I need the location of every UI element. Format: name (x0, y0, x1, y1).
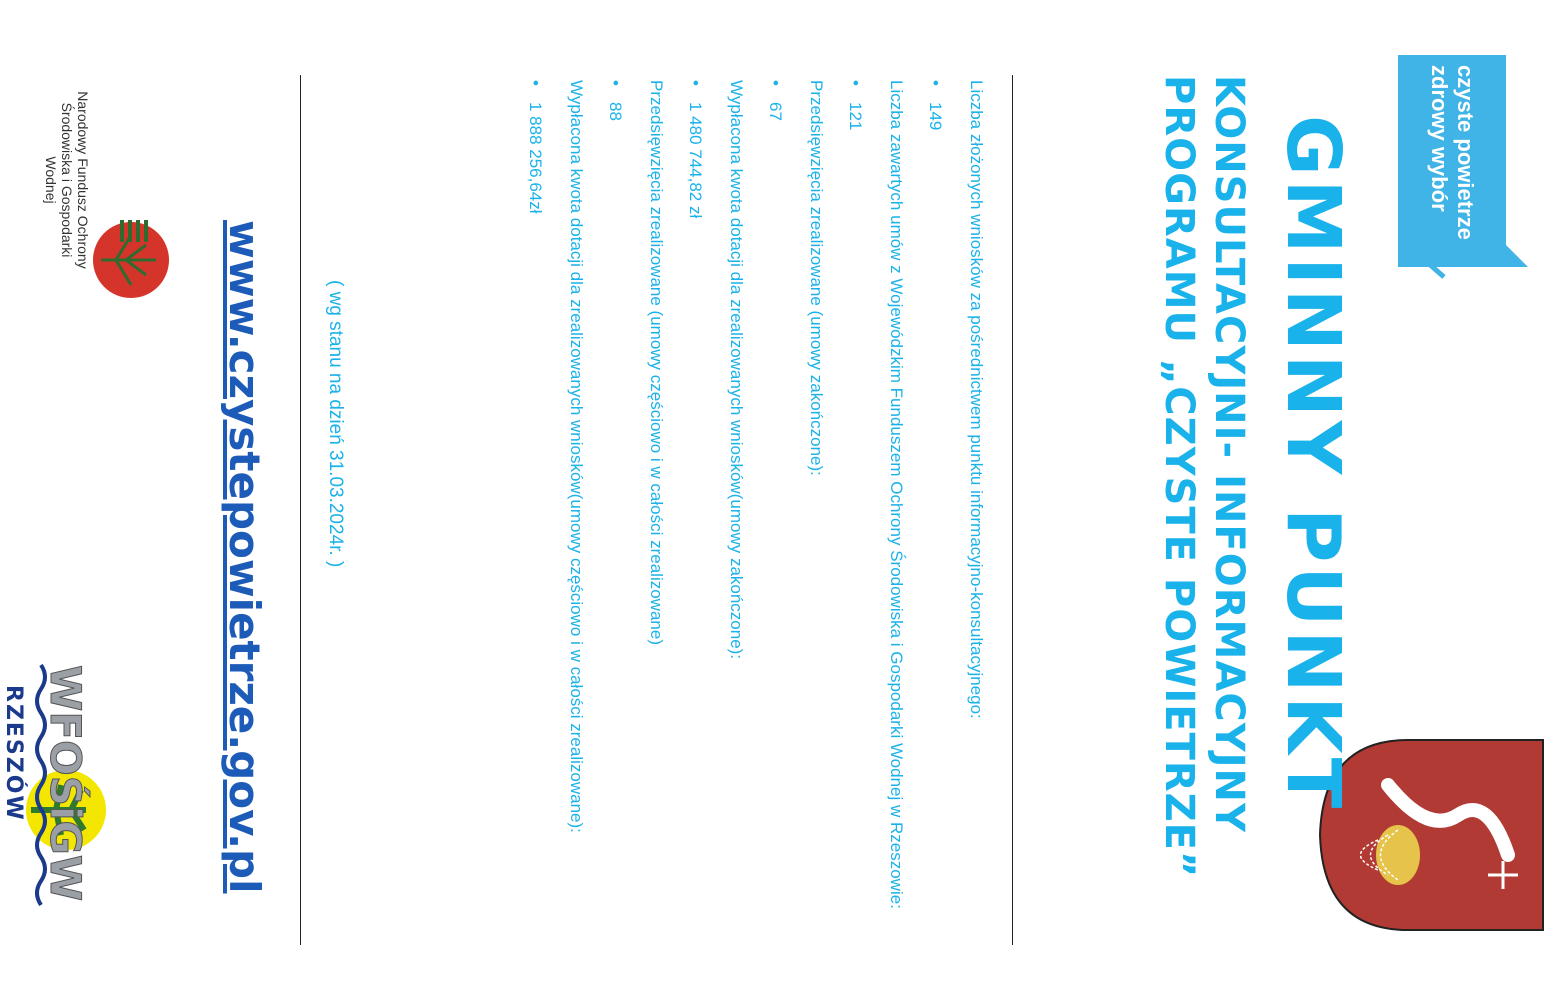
divider-top (1012, 75, 1013, 945)
wfos-tree-icon (26, 660, 106, 930)
subtitle-line-2: PROGRAMU „CZYSTE POWIETRZE” (1156, 75, 1202, 879)
logo-line1: czyste powietrze (1453, 65, 1478, 240)
website-link[interactable]: www.czystepowietrze.gov.pl (220, 220, 269, 894)
wfos-city: RZESZÓW (1, 685, 26, 822)
stat-label-paid-partial: Wypłacona kwota dotacji dla zrealizowanych wniosków(umowy częściowo i w całości zrealizowane): (567, 80, 586, 833)
czyste-powietrze-logo (1386, 55, 1546, 295)
stat-label-partial: Przedsięwzięcia zrealizowane (umowy częściowo i w całości zrealizowane) (647, 80, 666, 645)
page-title: GMINNY PUNKT (1270, 115, 1356, 813)
logo-line2: zdrowy wybór (1427, 65, 1452, 212)
stat-value-applications: • 149 (924, 80, 947, 948)
subtitle-line-1: KONSULTACYJNI- INFORMACYJNY (1206, 75, 1252, 833)
house-logo-icon (1386, 55, 1546, 295)
nfos-name: Narodowy Fundusz Ochrony Środowiska i Gospodarki Wodnej (43, 91, 91, 269)
stat-value-completed: • 67 (764, 80, 787, 948)
nfos-logo-icon (16, 80, 176, 310)
stat-value-partial: • 88 (604, 80, 627, 948)
stat-label-paid-completed: Wypłacona kwota dotacji dla zrealizowanych wniosków(umowy zakończone): (727, 80, 746, 660)
stat-value-paid-partial: • 1 888 256,64zł (524, 80, 547, 948)
status-date: ( wg stanu na dzień 31.03.2024r. ) (325, 280, 346, 568)
stat-label-completed: Przedsięwzięcia zrealizowane (umowy zakończone): (807, 80, 826, 476)
stats-list (508, 80, 988, 948)
wfos-lettering: WFOŚiGW (41, 665, 90, 902)
stat-label-applications: Liczba złożonych wniosków za pośrednictwem punktu informacyjno-konsultacyjnego: (967, 80, 986, 719)
stat-label-contracts: Liczba zawartych umów z Wojewódzkim Funduszem Ochrony Środowiska i Gospodarki Wodnej w Rzeszowie: (887, 80, 906, 909)
divider-bottom (300, 75, 301, 945)
page-subtitle (1154, 75, 1254, 945)
stat-value-paid-completed: • 1 480 744,82 zł (684, 80, 707, 948)
stat-value-contracts: • 121 (844, 80, 867, 948)
